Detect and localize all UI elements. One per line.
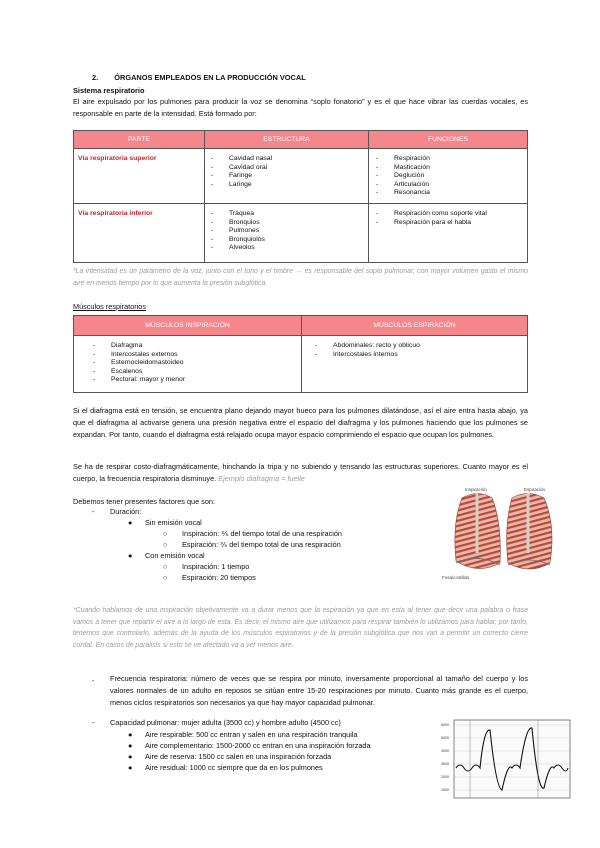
list-item: - Abdominales: recto y oblicuo <box>315 342 527 351</box>
circle-bullet-icon: ○ <box>163 529 168 538</box>
bullet-icon: ● <box>128 741 133 750</box>
structure-list <box>211 210 368 253</box>
axis-tick: 2000 <box>441 775 449 779</box>
bullet-icon: ● <box>128 730 133 739</box>
circle-bullet-icon: ○ <box>163 573 168 582</box>
list-item: - Esternocleidomastoideo <box>93 359 301 368</box>
axis-tick: 4000 <box>441 749 449 753</box>
axis-tick: 1000 <box>441 788 449 792</box>
list-item: - Intercostales internos <box>315 351 527 360</box>
fig-label-bottom: Fosa/costillas <box>442 575 470 580</box>
duration-label: Duración: <box>110 507 142 516</box>
diaphragm-paragraph: Si el diafragma está en tensión, se encuentra plano dejando mayor hueco para los pulmones dilatándose, así el aire entra hasta abajo, ya que el diafragma al activarse genera una presión negativa entre el espacio del diafragma y los pulmones haciendo que los pulmones se expandan. Por tanto, cuando el diafragma está relajado ocupa mayor espacio comprimiendo el espacio que ocupan los pulmones. <box>73 406 528 440</box>
circle-bullet-icon: ○ <box>163 540 168 549</box>
expiration-list <box>315 342 527 359</box>
ribcage-figure <box>440 483 570 583</box>
list-item: - Faringe <box>211 172 368 181</box>
list-item: - Articulación <box>376 181 527 190</box>
inspiration-note: *Cuando hablamos de una inspiración objetivamente va a durar menos que la espiración ya que en esta al tener que decir una palabra o frase vamos a tener que repartir el aire a lo largo de esta. Es decir, el mismo aire que utilizamos para respirar también lo utilizamos para hablar, por tanto, tenemos que controlarlo, además de la ayuda de los músculos espiratorios y de la presión subglótica que nos van a permitir un correcto cierre cordal. En casos de parálisis si esto se ve afectado va a ver menos aire. <box>73 607 528 649</box>
axis-tick: 3000 <box>441 762 449 766</box>
list-item: - Alveolos <box>211 244 368 253</box>
list-item: Espiración: 20 tiempos <box>182 573 256 582</box>
list-item: Aire respirable: 500 cc entran y salen en una respiración tranquila <box>145 730 358 739</box>
list-item: - Intercostales externos <box>93 351 301 360</box>
list-item: - Diafragma <box>93 342 301 351</box>
inspiration-list <box>93 342 301 385</box>
muscles-title: Músculos respiratorios <box>73 302 146 311</box>
table-header-structure: ESTRUCTURA <box>205 131 369 149</box>
costo-text: Se ha de respirar costo-diafragmáticamente, hinchando la tripa y no subiendo y tensando las estructuras superiores. Cuanto mayor es el cuerpo, la frecuencia respiratoria disminuye. <box>73 462 528 484</box>
section-heading <box>92 73 306 82</box>
fig-label-inspiration: Inspiración <box>465 487 487 492</box>
intensity-note: *La intensidad es un parámetro de la voz, junto con el tono y el timbre → es responsable del soplo pulmonar, con mayor volumen gasto el mismo aire en menos tiempo por lo que aumenta la presión subglótica. <box>73 268 528 287</box>
list-item: - Escalenos <box>93 368 301 377</box>
row-part: Vía respiratoria superior <box>74 149 205 204</box>
capacity-dash: - <box>92 718 95 727</box>
list-item: Inspiración: ⅖ del tiempo total de una respiración <box>182 529 342 538</box>
list-item: - Respiración como soporte vital <box>376 210 527 219</box>
capacity-label: Capacidad pulmonar: mujer adulta (3500 cc) y hombre adulto (4500 cc) <box>110 718 341 727</box>
costo-paragraph <box>73 461 528 485</box>
list-item: - Pulmones <box>211 227 368 236</box>
section-title: ÓRGANOS EMPLEADOS EN LA PRODUCCIÓN VOCAL <box>114 73 306 82</box>
list-item: - Tráquea <box>211 210 368 219</box>
spirogram-figure <box>440 718 572 800</box>
list-item: - Respiración para el habla <box>376 219 527 228</box>
axis-tick: 5000 <box>441 736 449 740</box>
table-header-functions: FUNCIONES <box>369 131 528 149</box>
list-item: - Masticación <box>376 164 527 173</box>
intro-paragraph: El aire expulsado por los pulmones para producir la voz se denomina “soplo fonatorio” y es el que hace vibrar las cuerdas vocales, es responsable en parte de la intensidad. Está formado por: <box>73 97 528 119</box>
list-item: Aire de reserva: 1500 cc salen en una inspiración forzada <box>145 752 332 761</box>
vocal-label: Con emisión vocal <box>145 551 205 560</box>
duration-dash: - <box>92 507 95 516</box>
costo-note: Ejemplo diafragma = fuelle <box>218 474 305 484</box>
list-item: - Laringe <box>211 181 368 190</box>
bullet-icon: ● <box>128 752 133 761</box>
factors-intro: Debemos tener presentes factores que son: <box>73 497 215 506</box>
list-item: - Resonancia <box>376 189 527 198</box>
list-item: Aire residual: 1000 cc siempre que da en los pulmones <box>145 763 323 772</box>
circle-bullet-icon: ○ <box>163 562 168 571</box>
list-item: - Pectoral: mayor y menor <box>93 376 301 385</box>
row-part: Vía respiratoria inferior <box>74 204 205 263</box>
table-header-expiration: MÚSCULOS ESPIRACIÓN <box>302 316 528 336</box>
bullet-icon: ● <box>128 763 133 772</box>
structure-list <box>211 155 368 189</box>
list-item: Inspiración: 1 tiempo <box>182 562 250 571</box>
list-item: Aire complementario: 1500-2000 cc entran en una inspiración forzada <box>145 741 371 750</box>
structure-table <box>73 130 528 263</box>
ribcage-illustration <box>440 483 570 583</box>
table-row <box>74 204 528 263</box>
frequency-paragraph: Frecuencia respiratoria: número de veces que se respira por minuto, inversamente proporcional al tamaño del cuerpo y los valores normales de un adulto en reposos se sitúan entre 15-20 respiraciones por minuto. Cuanto más grande es el cuerpo, menos ciclos respiratorios son necesarios ya que hay mayor capacidad pulmonar. <box>110 674 528 707</box>
list-item: - Deglución <box>376 172 527 181</box>
list-item: Espiración: ⅗ del tiempo total de una respiración <box>182 540 341 549</box>
bullet-icon: ● <box>128 551 133 560</box>
spirogram-graph <box>440 718 572 800</box>
no-vocal-label: Sin emisión vocal <box>145 518 202 527</box>
list-item: - Bronquiolos <box>211 236 368 245</box>
bullet-icon: ● <box>128 518 133 527</box>
subheading: Sistema respiratorio <box>73 86 145 95</box>
list-item: - Cavidad oral <box>211 164 368 173</box>
table-header-part: PARTE <box>74 131 205 149</box>
table-row <box>74 336 528 393</box>
functions-list <box>376 210 527 227</box>
section-number: 2. <box>92 73 99 82</box>
list-item: - Bronquios <box>211 219 368 228</box>
table-header-inspiration: MÚSCULOS INSPIRACIÓN <box>74 316 302 336</box>
muscles-table <box>73 315 528 393</box>
table-row <box>74 149 528 204</box>
functions-list <box>376 155 527 198</box>
list-item: - Respiración <box>376 155 527 164</box>
list-item: - Cavidad nasal <box>211 155 368 164</box>
axis-tick: 6000 <box>441 723 449 727</box>
fig-label-expiration: Espiración <box>524 487 546 492</box>
freq-dash: - <box>92 676 95 685</box>
